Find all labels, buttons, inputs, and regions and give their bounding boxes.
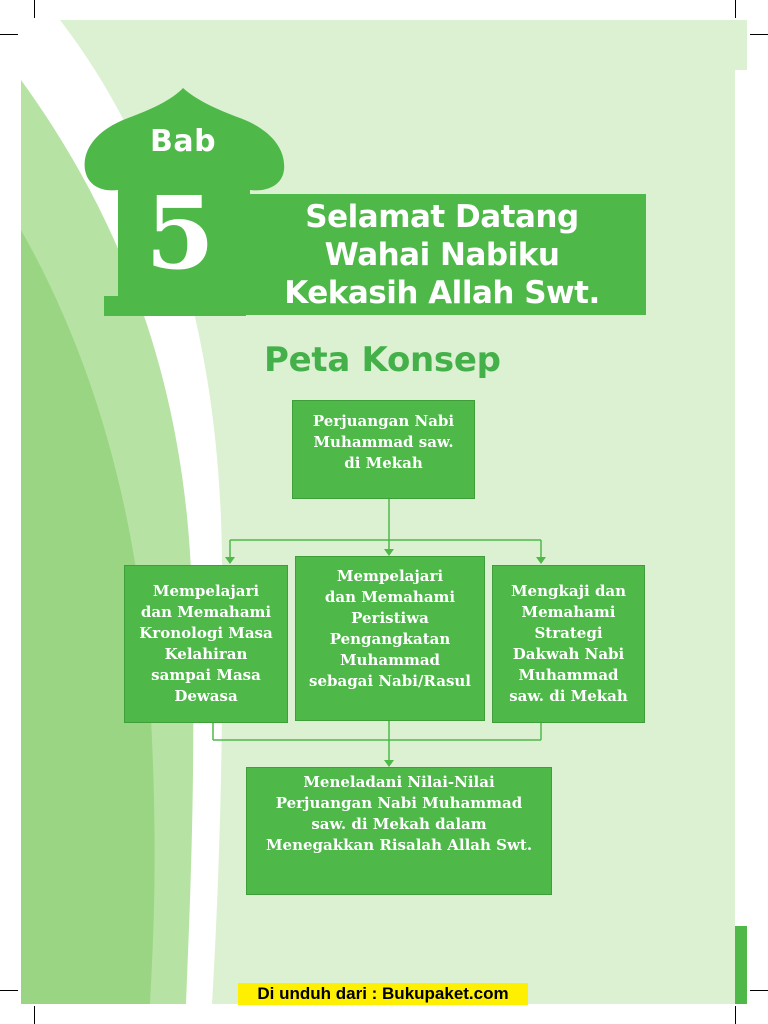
crop-mark (34, 1006, 35, 1024)
crop-mark (0, 990, 18, 991)
title-base-bar (104, 296, 246, 316)
concept-node-middle: Mempelajari dan Memahami Peristiwa Pengangkatan Muhammad sebagai Nabi/Rasul (295, 556, 485, 721)
concept-node-conclusion: Meneladani Nilai-Nilai Perjuangan Nabi Muhammad saw. di Mekah dalam Menegakkan Risalah Allah Swt. (246, 767, 552, 895)
concept-node-main: Perjuangan Nabi Muhammad saw. di Mekah (292, 400, 475, 499)
chapter-title-line: Selamat Datang (305, 198, 579, 235)
crop-mark (34, 0, 35, 18)
right-edge-tab-bottom (735, 926, 747, 1004)
crop-mark (735, 0, 736, 18)
right-edge-tab-top (735, 20, 747, 70)
chapter-number: 5 (145, 174, 215, 292)
crop-mark (0, 34, 18, 35)
chapter-title-line: Wahai Nabiku (324, 236, 560, 273)
chapter-label: Bab (150, 124, 217, 159)
concept-node-right: Mengkaji dan Memahami Strategi Dakwah Nabi Muhammad saw. di Mekah (492, 565, 645, 723)
section-heading: Peta Konsep (264, 340, 501, 380)
concept-node-left: Mempelajari dan Memahami Kronologi Masa Kelahiran sampai Masa Dewasa (124, 565, 288, 723)
crop-mark (750, 34, 768, 35)
chapter-title-line: Kekasih Allah Swt. (284, 274, 600, 311)
crop-mark (735, 1006, 736, 1024)
source-credit: Di unduh dari : Bukupaket.com (238, 983, 528, 1005)
chapter-title (238, 194, 646, 315)
crop-mark (750, 990, 768, 991)
